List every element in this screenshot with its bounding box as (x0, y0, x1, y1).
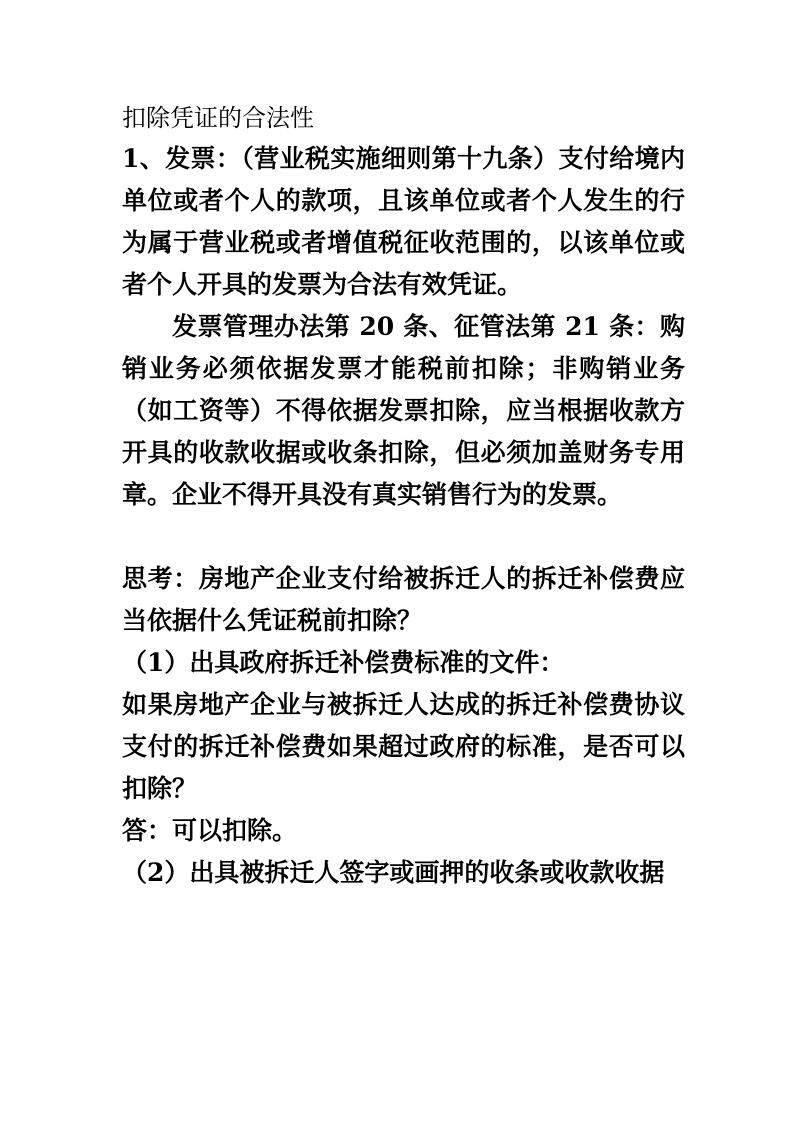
document-title-line: 扣除凭证的合法性 (122, 104, 314, 132)
paragraph-question-demolition: 思考：房地产企业支付给被拆迁人的拆迁补偿费应当依据什么凭证税前扣除？ (122, 564, 685, 635)
paragraph-item-1: （1）出具政府拆迁补偿费标准的文件： (122, 648, 565, 677)
paragraph-answer: 答：可以扣除。 (122, 816, 298, 845)
paragraph-item-2: （2）出具被拆迁人签字或画押的收条或收款收据 (122, 858, 665, 887)
paragraph-invoice-legality: 1、发票：（营业税实施细则第十九条）支付给境内单位或者个人的款项，且该单位或者个人发生的行为属于营业税或者增值税征收范围的，以该单位或者个人开具的发票为合法有效凭证。 (122, 144, 685, 299)
document-body (122, 98, 685, 894)
paragraph-exceed-standard-question: 如果房地产企业与被拆迁人达成的拆迁补偿费协议支付的拆迁补偿费如果超过政府的标准，是否可以扣除？ (122, 690, 685, 803)
paragraph-spacer (122, 516, 685, 558)
paragraph-invoice-management-rules: 发票管理办法第 20 条、征管法第 21 条：购销业务必须依据发票才能税前扣除；非购销业务（如工资等）不得依据发票扣除，应当根据收款方开具的收款收据或收条扣除，但必须加盖财务专用章。企业不得开具没有真实销售行为的发票。 (122, 312, 685, 509)
